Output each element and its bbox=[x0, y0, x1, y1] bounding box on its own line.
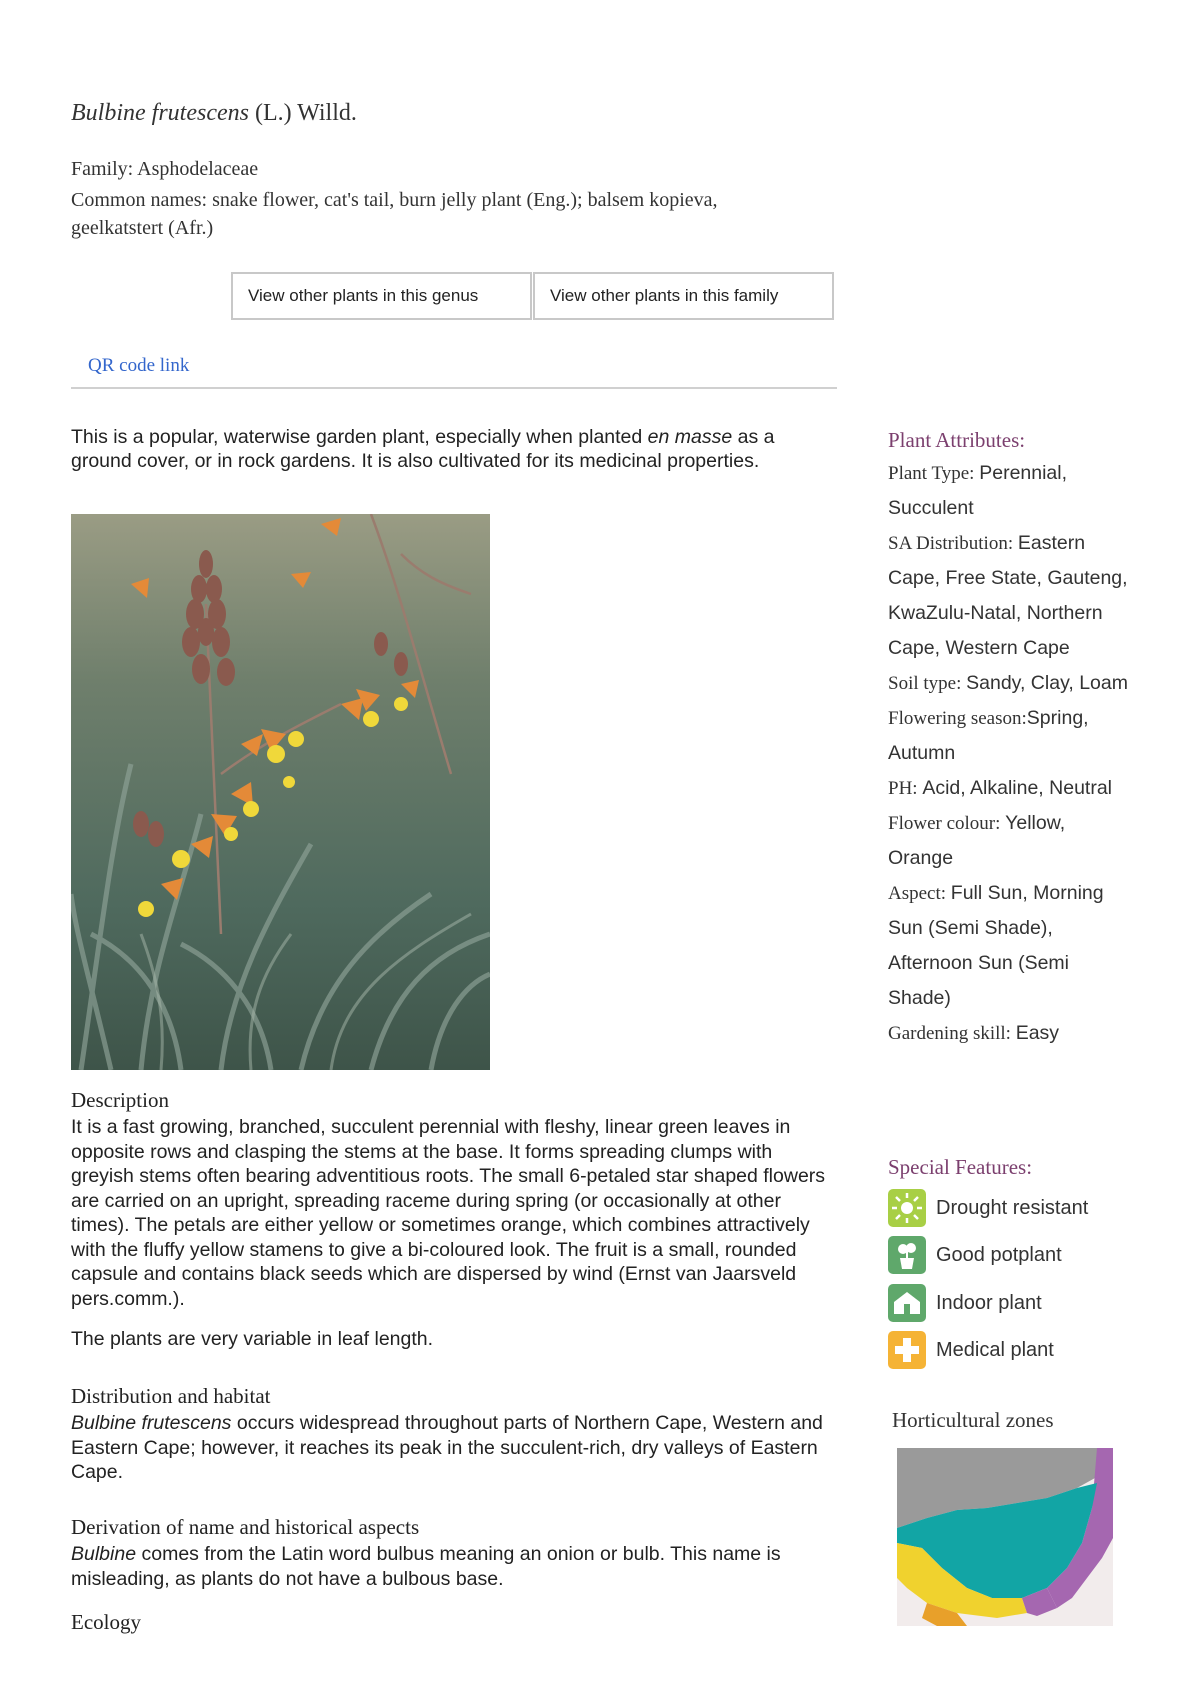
intro-paragraph bbox=[71, 425, 838, 473]
description-text-2: The plants are very variable in leaf length. bbox=[71, 1328, 434, 1350]
distribution-body: occurs widespread throughout parts of Northern Cape, Western and Eastern Cape; however, it reaches its peak in the succulent-rich, dry valleys of Eastern Cape. bbox=[71, 1412, 823, 1483]
attribute-item bbox=[888, 882, 1104, 1009]
attributes-list bbox=[888, 456, 1128, 1051]
zones-map-illustration bbox=[897, 1448, 1113, 1626]
horticultural-zones-map bbox=[897, 1448, 1113, 1626]
attribute-key: SA Distribution: bbox=[888, 533, 1018, 554]
family-line: Family: Asphodelaceae bbox=[71, 158, 259, 180]
attribute-item bbox=[888, 462, 1067, 519]
feature-indoor-plant bbox=[888, 1283, 1042, 1323]
potplant-icon bbox=[888, 1236, 926, 1274]
attribute-item bbox=[888, 777, 1112, 799]
distribution-text bbox=[71, 1411, 838, 1485]
attribute-item bbox=[888, 1022, 1059, 1044]
feature-medical-plant bbox=[888, 1330, 1054, 1370]
common-names: Common names: snake flower, cat's tail, burn jelly plant (Eng.); balsem kopieva, geelkatstert (Afr.) bbox=[71, 189, 718, 239]
derivation-emphasis: Bulbine bbox=[71, 1543, 137, 1565]
derivation-text bbox=[71, 1542, 838, 1591]
plant-photo bbox=[71, 514, 490, 1070]
intro-text-1: This is a popular, waterwise garden plant, especially when planted bbox=[71, 426, 648, 448]
derivation-body: comes from the Latin word bulbus meaning an onion or bulb. This name is misleading, as plants do not have a bulbous base. bbox=[71, 1543, 781, 1590]
view-genus-button[interactable]: View other plants in this genus bbox=[231, 272, 532, 320]
attribute-value: Eastern Cape, Free State, Gauteng, KwaZulu-Natal, Northern Cape, Western Cape bbox=[888, 532, 1128, 659]
attribute-item bbox=[888, 532, 1128, 659]
divider bbox=[71, 387, 837, 389]
attributes-title: Plant Attributes: bbox=[888, 428, 1026, 452]
intro-text-2: as a ground cover, or in rock gardens. It is also cultivated for its medicinal properties. bbox=[71, 426, 775, 472]
species-name: Bulbine frutescens bbox=[71, 100, 249, 126]
feature-label: Indoor plant bbox=[936, 1291, 1042, 1314]
medical-cross-icon bbox=[888, 1331, 926, 1369]
house-plant-icon bbox=[888, 1284, 926, 1322]
feature-label: Medical plant bbox=[936, 1338, 1054, 1361]
attribute-value: Acid, Alkaline, Neutral bbox=[922, 777, 1113, 799]
derivation-heading: Derivation of name and historical aspects bbox=[71, 1515, 420, 1539]
plant-photo-illustration bbox=[71, 514, 490, 1070]
attribute-key: Gardening skill: bbox=[888, 1023, 1016, 1044]
attribute-item bbox=[888, 707, 1089, 764]
feature-good-potplant bbox=[888, 1235, 1062, 1275]
feature-label: Good potplant bbox=[936, 1243, 1062, 1266]
intro-emphasis: en masse bbox=[647, 426, 733, 448]
qr-code-link[interactable]: QR code link bbox=[88, 355, 190, 376]
horticultural-zones-title: Horticultural zones bbox=[892, 1408, 1054, 1432]
feature-drought-resistant bbox=[888, 1188, 1088, 1228]
ecology-heading: Ecology bbox=[71, 1610, 141, 1634]
species-author: (L.) Willd. bbox=[254, 100, 357, 126]
attribute-value: Sandy, Clay, Loam bbox=[966, 672, 1128, 694]
description-text: It is a fast growing, branched, succulent perennial with fleshy, linear green leaves in opposite rows and clasping the stems at the base. It forms spreading clumps with greyish stems often bearing adventitious roots. The small 6-petaled star shaped flowers are carried on an upright, spreading raceme during spring (or occasionally at other times). The petals are either yellow or sometimes orange, which combines attractively with the fluffy yellow stamens to give a bi-coloured look. The fruit is a small, rounded capsule and contains black seeds which are dispersed by wind (Ernst van Jaarsveld pers.comm.). bbox=[71, 1116, 826, 1310]
attribute-value: Easy bbox=[1015, 1022, 1060, 1044]
attribute-key: Soil type: bbox=[888, 673, 967, 694]
view-family-button[interactable]: View other plants in this family bbox=[533, 272, 834, 320]
distribution-heading: Distribution and habitat bbox=[71, 1384, 271, 1408]
attribute-value: Perennial, Succulent bbox=[888, 462, 1068, 519]
attribute-value: Full Sun, Morning Sun (Semi Shade), Afternoon Sun (Semi Shade) bbox=[888, 882, 1104, 1009]
attribute-key: PH: bbox=[888, 778, 923, 799]
attribute-key: Plant Type: bbox=[888, 463, 980, 484]
sun-icon bbox=[888, 1189, 926, 1227]
attribute-value: Yellow, Orange bbox=[888, 812, 1066, 869]
feature-label: Drought resistant bbox=[936, 1196, 1089, 1219]
distribution-emphasis: Bulbine frutescens bbox=[71, 1412, 232, 1434]
attribute-key: Flower colour: bbox=[888, 813, 1006, 834]
attribute-key: Aspect: bbox=[888, 883, 951, 904]
special-features-title: Special Features: bbox=[888, 1155, 1033, 1179]
attribute-key: Flowering season: bbox=[888, 708, 1027, 729]
attribute-item bbox=[888, 672, 1128, 694]
attribute-value: Spring, Autumn bbox=[888, 707, 1089, 764]
description-heading: Description bbox=[71, 1088, 169, 1112]
page-title bbox=[71, 100, 357, 127]
attribute-item bbox=[888, 812, 1065, 869]
